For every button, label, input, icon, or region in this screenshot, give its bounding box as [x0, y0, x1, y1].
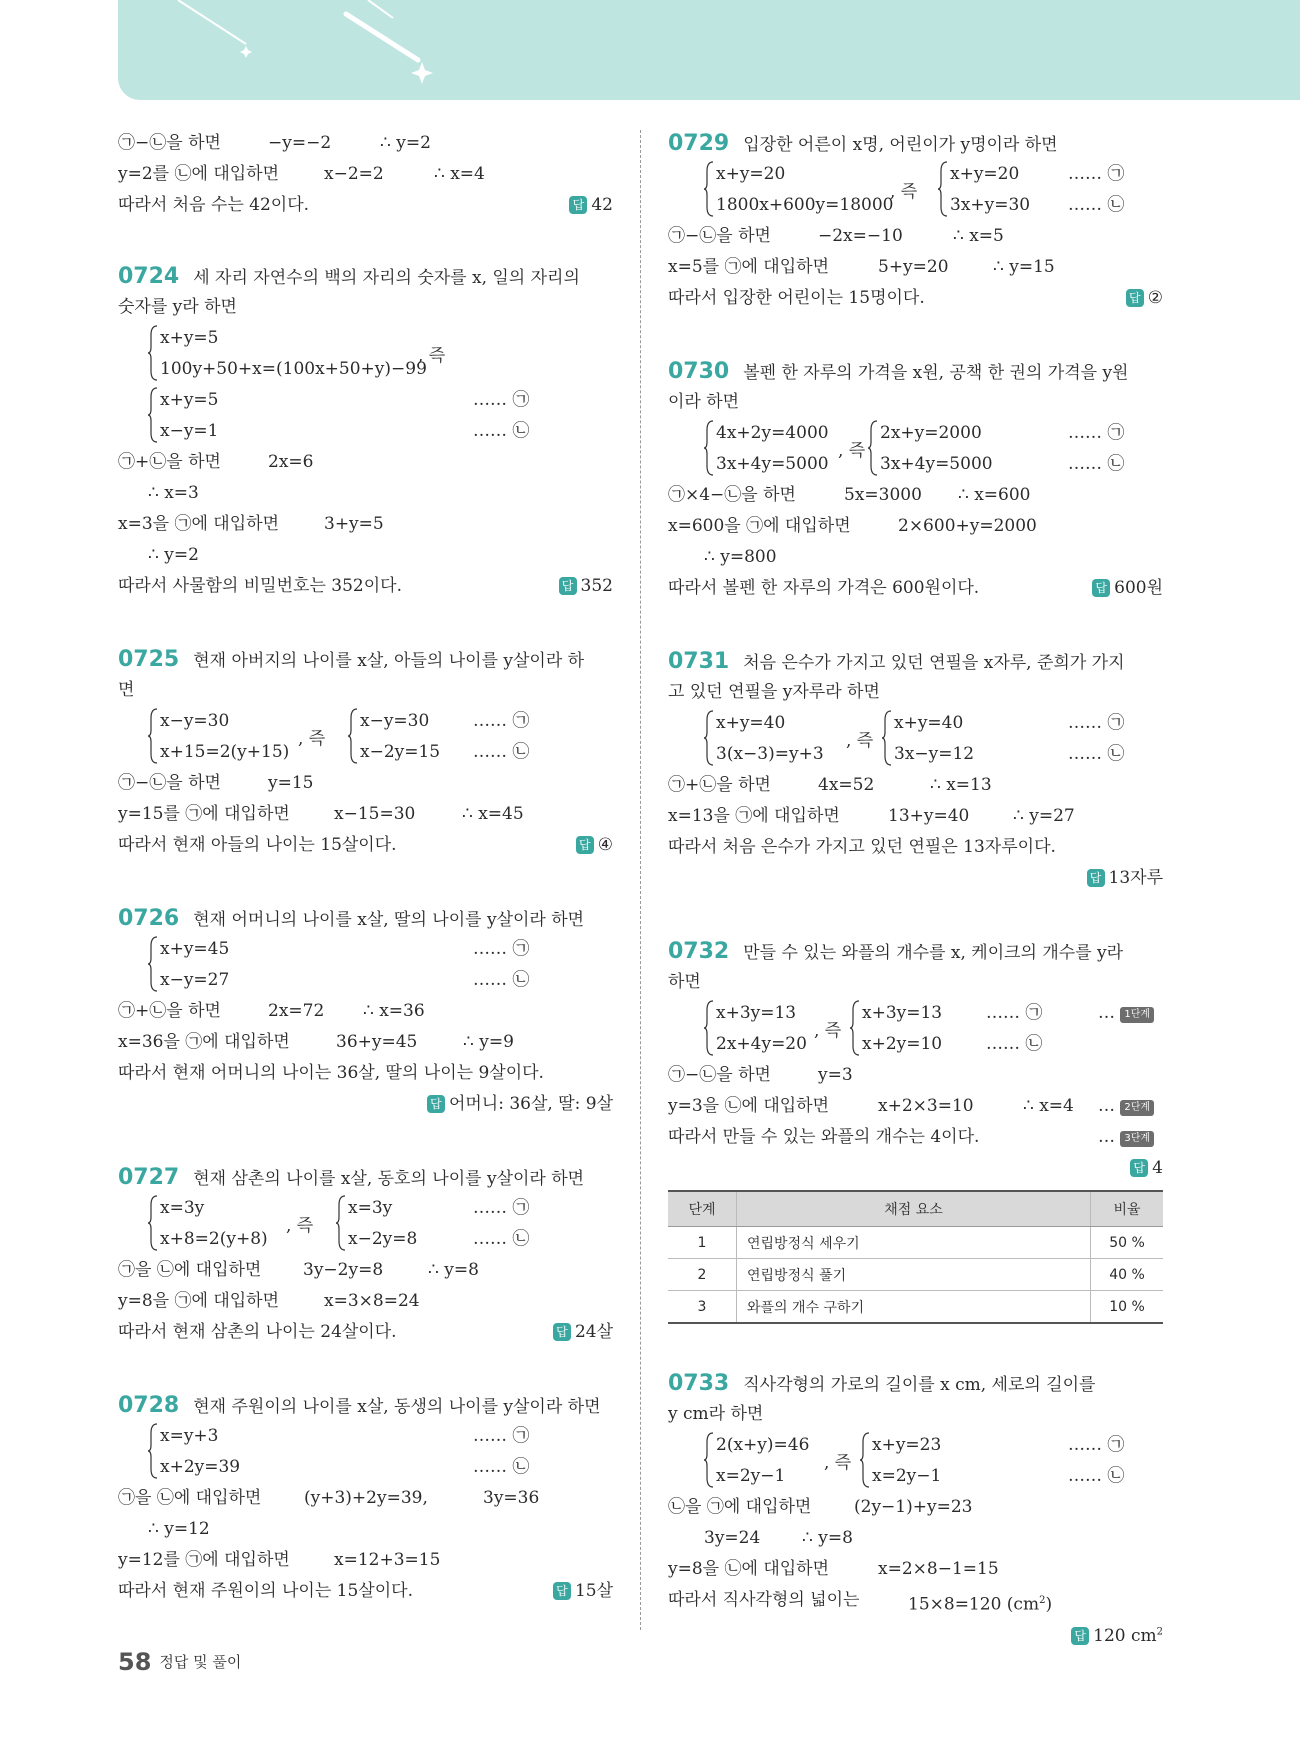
answer-badge-icon: 답	[1092, 579, 1110, 597]
eq-label: …… ㉠	[1068, 164, 1125, 184]
step-result: ∴ x=36	[363, 1001, 425, 1021]
table-header: 단계	[668, 1191, 737, 1227]
answer-value: 42	[591, 195, 613, 215]
conclusion: 따라서 입장한 어린이는 15명이다.	[668, 288, 925, 308]
table-cell: 10 %	[1091, 1291, 1164, 1324]
step-eq: x=3×8=24	[324, 1291, 420, 1311]
brace-icon	[868, 420, 878, 476]
answer-badge-icon: 답	[427, 1095, 445, 1113]
step-result: ∴ x=600	[958, 485, 1031, 505]
step-eq: −2x=−10	[818, 226, 903, 246]
brace-icon	[148, 936, 158, 992]
eq-label: …… ㉡	[1068, 454, 1125, 474]
answer-badge-icon: 답	[553, 1582, 571, 1600]
eq-label: …… ㉠	[1068, 1435, 1125, 1455]
problem-text: 현재 삼촌의 나이를 x살, 동호의 나이를 y살이라 하면	[193, 1169, 585, 1189]
step-result: ∴ y=27	[1013, 806, 1075, 826]
step-result: ∴ y=8	[428, 1260, 479, 1280]
table-cell: 3	[668, 1291, 737, 1324]
eq: x−2y=8	[348, 1229, 418, 1249]
step-text: ㉠+㉡을 하면	[668, 775, 771, 795]
eq: x+y=20	[716, 164, 786, 184]
left-column	[118, 128, 613, 1607]
step-result: ∴ y=800	[704, 547, 777, 567]
brace-icon	[148, 708, 158, 764]
problem-0725	[118, 644, 613, 861]
eq: 3x−y=12	[894, 744, 975, 764]
step-result: ∴ y=2	[148, 545, 199, 565]
step-text: ㉡을 ㉠에 대입하면	[668, 1497, 812, 1517]
brace-icon	[704, 1000, 714, 1056]
step-eq: x+2×3=10	[878, 1096, 974, 1116]
step-text: ㉠을 ㉡에 대입하면	[118, 1260, 262, 1280]
brace-icon	[336, 1195, 346, 1251]
eq: x−y=27	[160, 970, 230, 990]
step-result: ∴ x=45	[462, 804, 524, 824]
step-result: ∴ y=12	[148, 1519, 210, 1539]
answer-value: 120 cm	[1093, 1625, 1157, 1646]
eq: x−2y=15	[360, 742, 441, 762]
step-eq: 3y=36	[483, 1488, 540, 1508]
answer-badge-icon: 답	[1126, 289, 1144, 307]
area-eq: 15×8=120 (cm	[908, 1594, 1040, 1615]
brace-icon	[850, 1000, 860, 1056]
step-text: y=12를 ㉠에 대입하면	[118, 1550, 290, 1570]
eq: x+2y=10	[862, 1034, 943, 1054]
jeuk-text: , 즉	[286, 1216, 314, 1236]
equation-system	[668, 418, 1163, 480]
eq: x+y=40	[894, 713, 964, 733]
eq: 3x+4y=5000	[880, 454, 993, 474]
brace-icon	[148, 387, 158, 443]
brace-icon	[938, 161, 948, 217]
eq-label: …… ㉠	[1068, 713, 1125, 733]
answer-value: 15살	[574, 1581, 613, 1601]
problem-number: 0732	[668, 939, 730, 964]
eq: 100y+50+x=(100x+50+y)−99	[160, 359, 427, 379]
equation-system	[668, 708, 1163, 770]
eq: x+3y=13	[862, 1003, 943, 1023]
step-eq: x−2=2	[324, 164, 384, 184]
step-badge-1: 1단계	[1120, 1007, 1154, 1023]
column-divider	[640, 130, 641, 1630]
answer-value: 4	[1152, 1158, 1163, 1178]
step-text: y=3을 ㉡에 대입하면	[668, 1096, 830, 1116]
step-eq: 5x=3000	[844, 485, 922, 505]
right-column	[668, 128, 1163, 1647]
answer-0724	[559, 571, 613, 602]
eq: x=2y−1	[716, 1466, 786, 1486]
problem-text: 처음 은수가 가지고 있던 연필을 x자루, 준희가 가지	[743, 653, 1125, 673]
conclusion: 따라서 처음 수는 42이다.	[118, 195, 310, 215]
answer-value: 13자루	[1108, 868, 1163, 888]
answer-0726	[427, 1094, 613, 1114]
step-text: x=600을 ㉠에 대입하면	[668, 516, 851, 536]
eq-label: …… ㉡	[473, 1457, 530, 1477]
step-result: ∴ x=13	[930, 775, 992, 795]
brace-icon	[704, 710, 714, 766]
paren: )	[1045, 1594, 1053, 1615]
eq-label: …… ㉡	[1068, 195, 1125, 215]
brace-icon	[704, 161, 714, 217]
eq-label: …… ㉡	[473, 970, 530, 990]
problem-0728	[118, 1390, 613, 1607]
step-result: ∴ x=4	[434, 164, 485, 184]
eq: 3(x−3)=y+3	[716, 744, 824, 764]
problem-number: 0731	[668, 649, 730, 674]
answer-0730	[1092, 573, 1163, 604]
table-cell: 50 %	[1091, 1227, 1164, 1259]
problem-0733	[668, 1368, 1163, 1647]
conclusion: 따라서 현재 삼촌의 나이는 24살이다.	[118, 1322, 397, 1342]
step-badge-2: 2단계	[1120, 1100, 1154, 1116]
brace-icon	[882, 710, 892, 766]
step-result: ∴ y=2	[380, 133, 431, 153]
step-text: y=2를 ㉡에 대입하면	[118, 164, 280, 184]
brace-icon	[348, 708, 358, 764]
step-text: y=15를 ㉠에 대입하면	[118, 804, 290, 824]
problem-number: 0733	[668, 1371, 730, 1396]
problem-number: 0724	[118, 264, 180, 289]
equation-system	[118, 323, 613, 385]
step-eq: 3+y=5	[324, 514, 384, 534]
equation-system	[118, 385, 613, 447]
step-result: ∴ y=15	[993, 257, 1055, 277]
equation-system	[668, 998, 1163, 1060]
step-eq: 2x=6	[268, 452, 314, 472]
conclusion: 따라서 볼펜 한 자루의 가격은 600원이다.	[668, 578, 980, 598]
problem-number: 0729	[668, 131, 730, 156]
answer-0731	[1087, 868, 1163, 888]
step-eq: x=2×8−1=15	[878, 1559, 999, 1579]
eq: x=3y	[160, 1198, 205, 1218]
eq: x+y=45	[160, 939, 230, 959]
answer-value: 352	[580, 576, 613, 596]
jeuk-text: , 즉	[298, 729, 326, 749]
superscript: 2	[1156, 1626, 1163, 1637]
problem-0724	[118, 261, 613, 602]
problem-text: 입장한 어른이 x명, 어린이가 y명이라 하면	[743, 135, 1058, 155]
problem-number: 0727	[118, 1165, 180, 1190]
problem-number: 0730	[668, 359, 730, 384]
page-number: 58	[118, 1648, 152, 1676]
equation-system	[118, 1421, 613, 1483]
answer-0728	[553, 1576, 613, 1607]
answer-0725	[576, 830, 613, 861]
table-header: 채점 요소	[737, 1191, 1091, 1227]
equation-system	[668, 1430, 1163, 1492]
step-result: ∴ y=9	[463, 1032, 514, 1052]
scoring-table	[668, 1190, 1163, 1324]
answer-badge-icon: 답	[569, 196, 587, 214]
eq-label: …… ㉡	[473, 421, 530, 441]
answer-badge-icon: 답	[1087, 869, 1105, 887]
eq: x+15=2(y+15)	[160, 742, 290, 762]
problem-number: 0728	[118, 1393, 180, 1418]
step-text: ㉠×4−㉡을 하면	[668, 485, 796, 505]
eq: 4x+2y=4000	[716, 423, 829, 443]
step-eq: 3y−2y=8	[303, 1260, 384, 1280]
eq-label: …… ㉡	[473, 1229, 530, 1249]
answer-value: 600원	[1114, 578, 1163, 598]
step-eq: 3y=24	[704, 1528, 761, 1548]
eq: 2x+4y=20	[716, 1034, 807, 1054]
answer-value: ④	[597, 835, 613, 855]
step-eq: x=12+3=15	[334, 1550, 441, 1570]
page-footer	[118, 1648, 241, 1676]
step-badge-3: 3단계	[1120, 1131, 1154, 1147]
step-text: ㉠−㉡을 하면	[668, 226, 771, 246]
step-eq: x−15=30	[334, 804, 416, 824]
eq-label: …… ㉡	[1068, 744, 1125, 764]
answer-badge-icon: 답	[1130, 1159, 1148, 1177]
eq: 3x+y=30	[950, 195, 1031, 215]
equation-system	[118, 706, 613, 768]
eq: x=3y	[348, 1198, 393, 1218]
problem-0726	[118, 903, 613, 1120]
header-banner	[118, 0, 1300, 100]
answer-value: ②	[1147, 288, 1163, 308]
answer-value: 24살	[574, 1322, 613, 1342]
eq-label: …… ㉡	[473, 742, 530, 762]
conclusion: 따라서 만들 수 있는 와플의 개수는 4이다.	[668, 1127, 980, 1147]
step-result: ∴ x=5	[953, 226, 1004, 246]
eq-label: …… ㉠	[1068, 423, 1125, 443]
problem-0731	[668, 646, 1163, 894]
jeuk-text: , 즉	[890, 182, 918, 202]
jeuk-text: , 즉	[846, 731, 874, 751]
eq: 2x+y=2000	[880, 423, 982, 443]
table-row	[668, 1259, 1163, 1291]
conclusion: 따라서 처음 은수가 가지고 있던 연필은 13자루이다.	[668, 837, 1056, 857]
eq: x+y=5	[160, 390, 219, 410]
problem-text: y cm라 하면	[668, 1404, 764, 1424]
answer-0733	[1071, 1626, 1163, 1646]
eq: x+2y=39	[160, 1457, 241, 1477]
eq: x=2y−1	[872, 1466, 942, 1486]
problem-0729	[668, 128, 1163, 314]
brace-icon	[860, 1432, 870, 1488]
eq: x+y=5	[160, 328, 219, 348]
equation-system	[118, 934, 613, 996]
brace-icon	[148, 1195, 158, 1251]
conclusion: 따라서 직사각형의 넓이는	[668, 1590, 860, 1610]
answer-0723	[569, 190, 613, 221]
eq: x+8=2(y+8)	[160, 1229, 268, 1249]
eq-label: …… ㉡	[1068, 1466, 1125, 1486]
problem-0732	[668, 936, 1163, 1324]
step-text: ㉠−㉡을 하면	[118, 773, 221, 793]
jeuk-text: , 즉	[838, 441, 866, 461]
step-result: ∴ x=3	[148, 483, 199, 503]
step-eq: 36+y=45	[336, 1032, 418, 1052]
step-text: x=3을 ㉠에 대입하면	[118, 514, 279, 534]
eq-label: …… ㉠	[473, 711, 530, 731]
answer-0732	[1130, 1158, 1163, 1178]
equation-system	[668, 159, 1163, 221]
problem-text: 고 있던 연필을 y자루라 하면	[668, 682, 880, 702]
problem-text: 세 자리 자연수의 백의 자리의 숫자를 x, 일의 자리의	[193, 268, 580, 288]
step-text: ㉠+㉡을 하면	[118, 1001, 221, 1021]
table-cell: 연립방정식 세우기	[737, 1227, 1091, 1259]
eq-label: …… ㉠	[473, 1426, 530, 1446]
problem-number: 0725	[118, 647, 180, 672]
step-text: ㉠−㉡을 하면	[118, 133, 221, 153]
eq: x+y=20	[950, 164, 1020, 184]
problem-text: 볼펜 한 자루의 가격을 x원, 공책 한 권의 가격을 y원	[743, 363, 1129, 383]
eq: x−y=1	[160, 421, 219, 441]
ellipsis: …	[1098, 1003, 1115, 1023]
eq: x−y=30	[360, 711, 430, 731]
brace-icon	[148, 325, 158, 381]
step-text: y=8을 ㉠에 대입하면	[118, 1291, 280, 1311]
jeuk-text: , 즉	[824, 1453, 852, 1473]
step-eq: 2x=72	[268, 1001, 325, 1021]
step-eq: (2y−1)+y=23	[854, 1497, 973, 1517]
step-text: ㉠을 ㉡에 대입하면	[118, 1488, 262, 1508]
step-eq: (y+3)+2y=39,	[304, 1488, 428, 1508]
step-text: x=36을 ㉠에 대입하면	[118, 1032, 290, 1052]
eq: x−y=30	[160, 711, 230, 731]
eq-label: …… ㉠	[986, 1003, 1043, 1023]
superscript: 2	[1039, 1595, 1046, 1606]
table-cell: 40 %	[1091, 1259, 1164, 1291]
answer-badge-icon: 답	[1071, 1627, 1089, 1645]
eq: 2(x+y)=46	[716, 1435, 810, 1455]
answer-0729	[1126, 283, 1163, 314]
answer-0727	[553, 1317, 613, 1348]
table-cell: 연립방정식 풀기	[737, 1259, 1091, 1291]
problem-text: 현재 아버지의 나이를 x살, 아들의 나이를 y살이라 하	[193, 651, 585, 671]
eq-label: …… ㉡	[986, 1034, 1043, 1054]
conclusion: 따라서 현재 주원이의 나이는 15살이다.	[118, 1581, 413, 1601]
table-cell: 와플의 개수 구하기	[737, 1291, 1091, 1324]
problem-0727	[118, 1162, 613, 1348]
answer-badge-icon: 답	[559, 577, 577, 595]
answer-value: 어머니: 36살, 딸: 9살	[448, 1094, 613, 1114]
solution-0723-tail	[118, 128, 613, 221]
table-header: 비율	[1091, 1191, 1164, 1227]
eq: x=y+3	[160, 1426, 219, 1446]
ellipsis: …	[1098, 1096, 1115, 1116]
conclusion: 따라서 현재 아들의 나이는 15살이다.	[118, 835, 397, 855]
problem-text: 면	[118, 680, 135, 700]
step-result: ∴ y=8	[802, 1528, 853, 1548]
eq: x+y=23	[872, 1435, 942, 1455]
conclusion: 따라서 현재 어머니의 나이는 36살, 딸의 나이는 9살이다.	[118, 1063, 544, 1083]
eq-label: …… ㉠	[473, 939, 530, 959]
problem-text: 현재 주원이의 나이를 x살, 동생의 나이를 y살이라 하면	[193, 1397, 601, 1417]
eq: 3x+4y=5000	[716, 454, 829, 474]
step-eq: −y=−2	[268, 133, 332, 153]
table-row	[668, 1227, 1163, 1259]
table-row	[668, 1291, 1163, 1324]
problem-text: 하면	[668, 972, 701, 992]
brace-icon	[148, 1423, 158, 1479]
eq-label: …… ㉠	[473, 1198, 530, 1218]
eq: 1800x+600y=18000	[716, 195, 894, 215]
jeuk-text: , 즉	[418, 346, 446, 366]
eq-label: …… ㉠	[473, 390, 530, 410]
table-cell: 1	[668, 1227, 737, 1259]
conclusion: 따라서 사물함의 비밀번호는 352이다.	[118, 576, 402, 596]
problem-text: 만들 수 있는 와플의 개수를 x, 케이크의 개수를 y라	[743, 943, 1124, 963]
step-result: ∴ x=4	[1023, 1096, 1074, 1116]
brace-icon	[704, 1432, 714, 1488]
footer-label: 정답 및 풀이	[159, 1653, 242, 1671]
problem-text: 현재 어머니의 나이를 x살, 딸의 나이를 y살이라 하면	[193, 910, 585, 930]
step-eq: 5+y=20	[878, 257, 949, 277]
problem-text: 숫자를 y라 하면	[118, 297, 237, 317]
step-eq: y=15	[268, 773, 314, 793]
problem-number: 0726	[118, 906, 180, 931]
sparkle-decoration	[118, 0, 1300, 100]
problem-text: 이라 하면	[668, 392, 740, 412]
step-eq: 2×600+y=2000	[898, 516, 1037, 536]
table-cell: 2	[668, 1259, 737, 1291]
answer-badge-icon: 답	[576, 836, 594, 854]
ellipsis: …	[1098, 1127, 1115, 1147]
step-text: y=8을 ㉡에 대입하면	[668, 1559, 830, 1579]
step-eq: 4x=52	[818, 775, 875, 795]
eq: x+3y=13	[716, 1003, 797, 1023]
jeuk-text: , 즉	[814, 1021, 842, 1041]
step-text: x=5를 ㉠에 대입하면	[668, 257, 829, 277]
eq: x+y=40	[716, 713, 786, 733]
equation-system	[118, 1193, 613, 1255]
step-eq: y=3	[818, 1065, 853, 1085]
step-text: x=13을 ㉠에 대입하면	[668, 806, 840, 826]
problem-text: 직사각형의 가로의 길이를 x cm, 세로의 길이를	[743, 1375, 1096, 1395]
step-eq: 13+y=40	[888, 806, 970, 826]
problem-0730	[668, 356, 1163, 604]
step-text: ㉠−㉡을 하면	[668, 1065, 771, 1085]
brace-icon	[704, 420, 714, 476]
answer-badge-icon: 답	[553, 1323, 571, 1341]
step-text: ㉠+㉡을 하면	[118, 452, 221, 472]
